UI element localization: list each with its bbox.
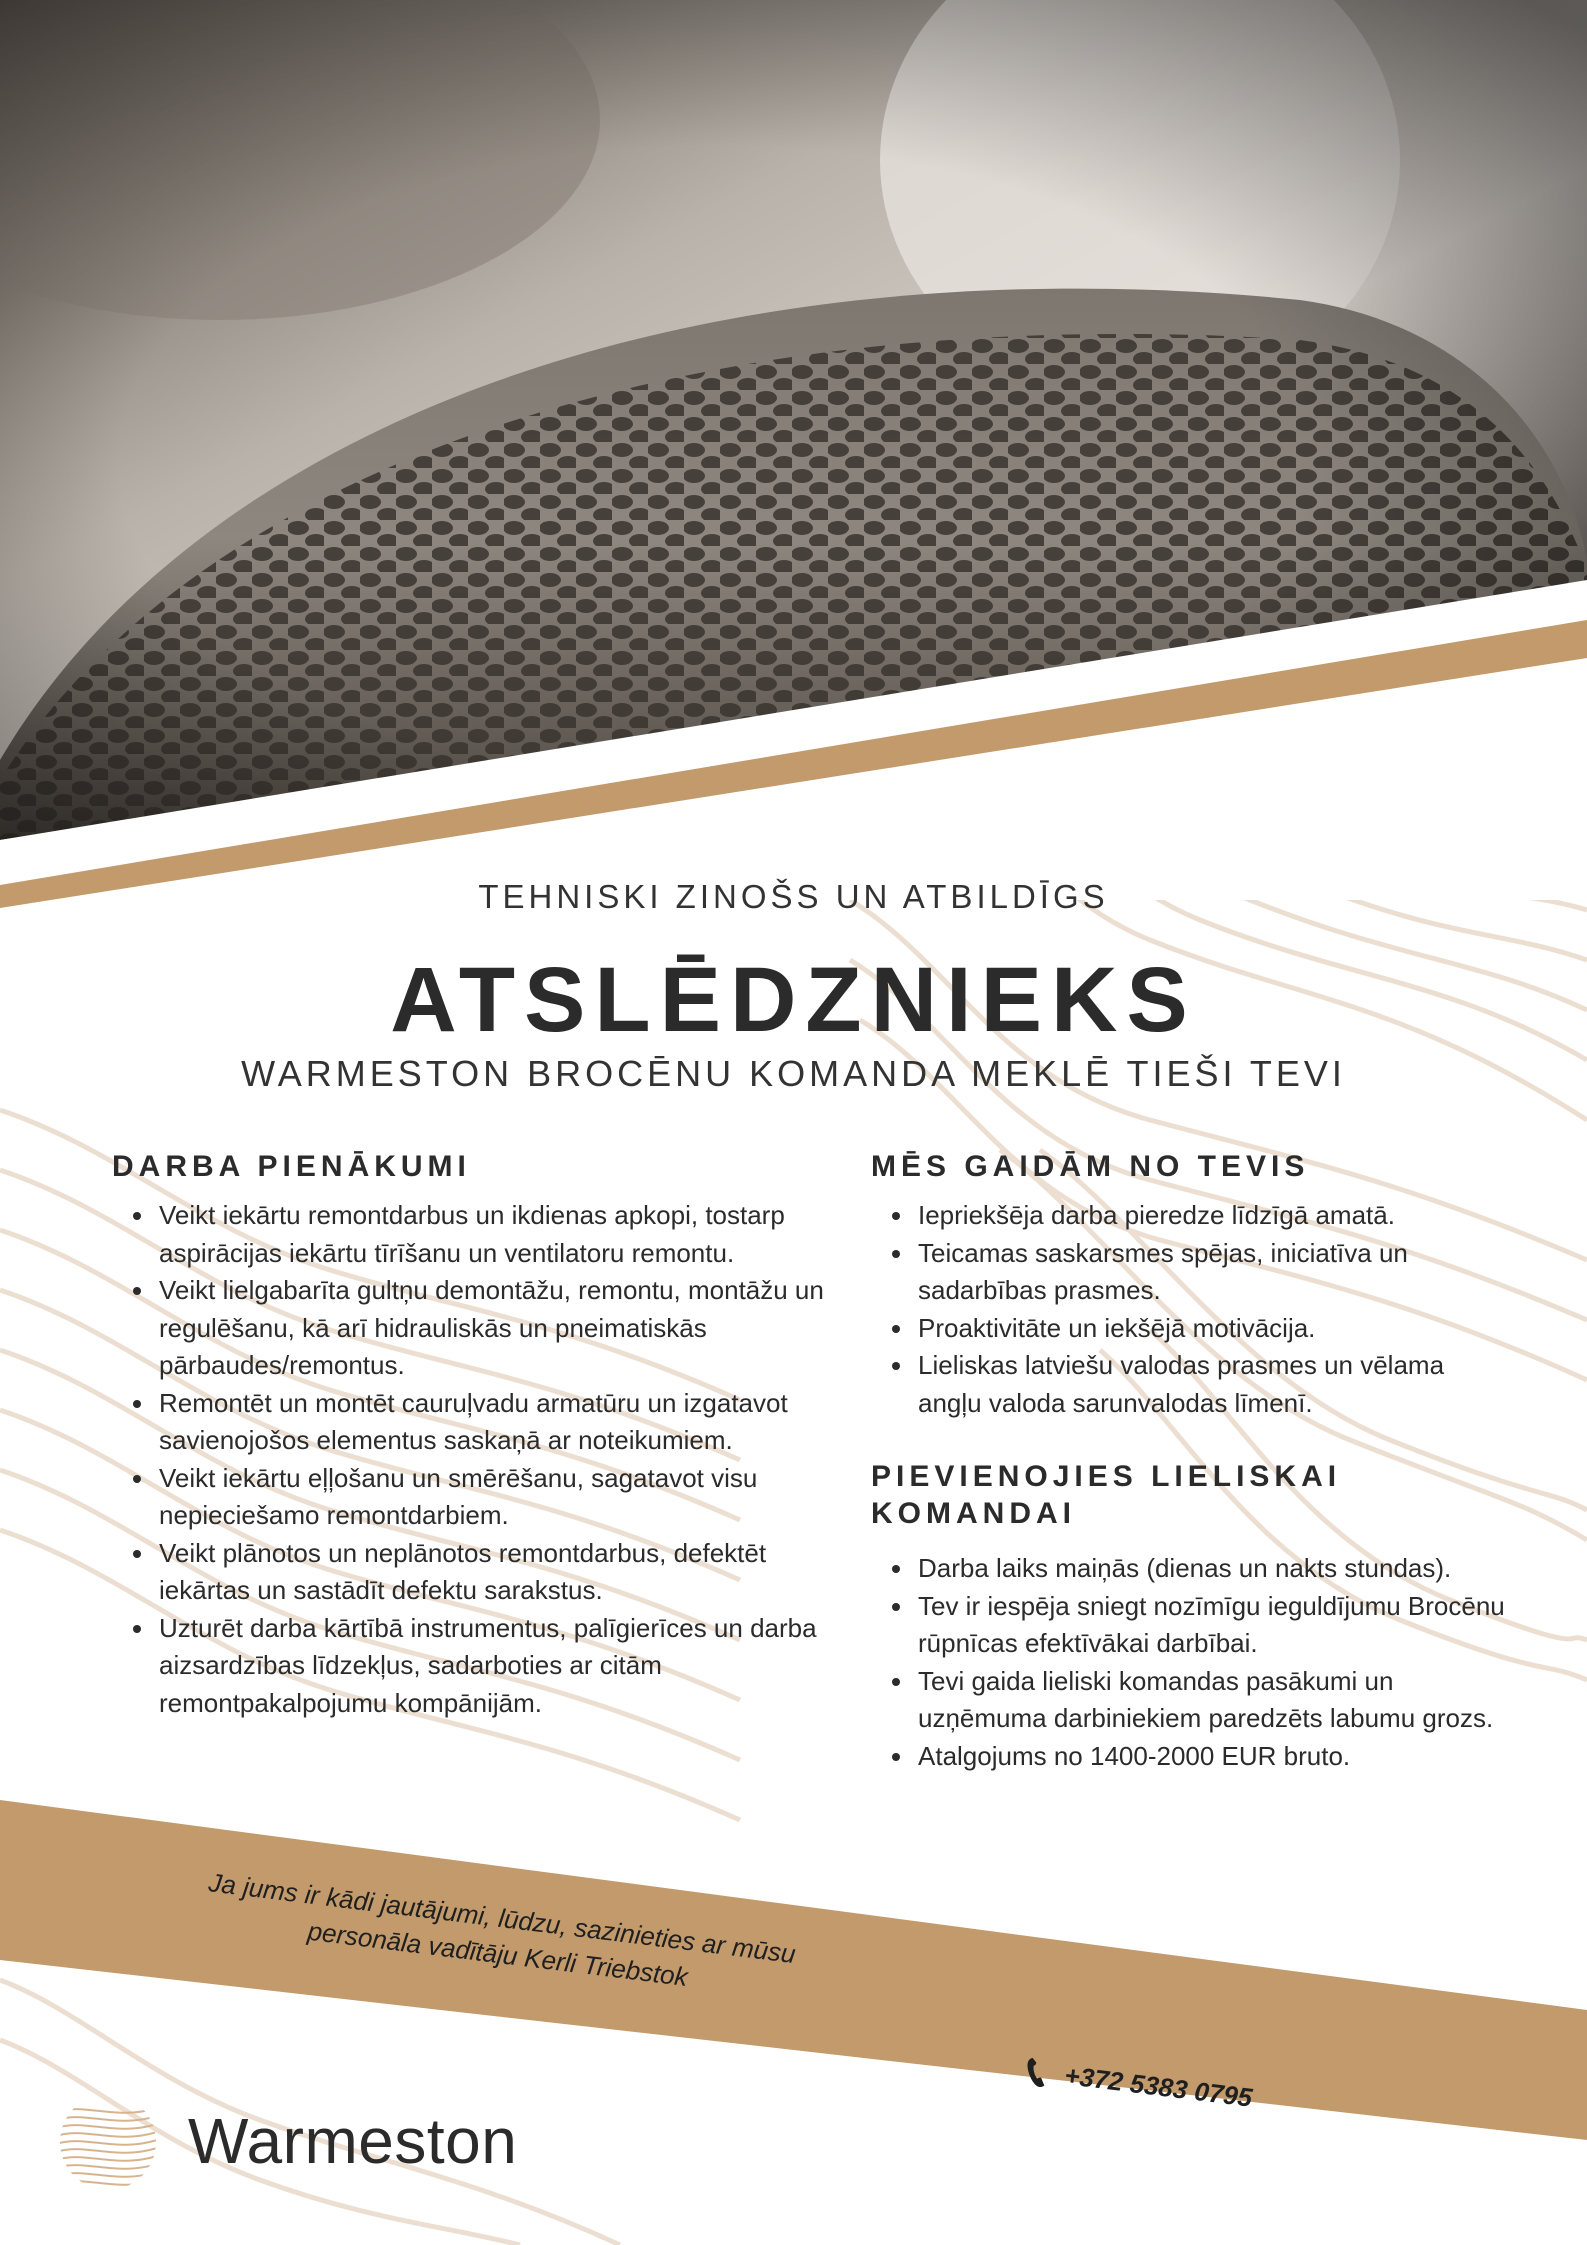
phone-icon [1023, 2056, 1050, 2089]
requirements-section [871, 1148, 1511, 1775]
list-item: Iepriekšēja darba pieredze līdzīgā amatā. [871, 1197, 1511, 1235]
job-subtitle: TEHNISKI ZINOŠS UN ATBILDĪGS [478, 878, 1109, 915]
list-item: Remontēt un montēt cauruļvadu armatūru un izgatavot savienojošos elementus saskaņā ar noteikumiem. [112, 1385, 832, 1460]
list-item: Tev ir iespēja sniegt nozīmīgu ieguldījumu Brocēnu rūpnīcas efektīvākai darbībai. [871, 1588, 1511, 1663]
list-item: Proaktivitāte un iekšējā motivācija. [871, 1310, 1511, 1348]
list-item: Veikt iekārtu eļļošanu un smērēšanu, sagatavot visu nepieciešamo remontdarbiem. [112, 1460, 832, 1535]
contact-text: Ja jums ir kādi jautājumi, lūdzu, sazinieties ar mūsu personāla vadītāju Kerli Triebstok [207, 1867, 798, 1993]
list-item: Veikt iekārtu remontdarbus un ikdienas apkopi, tostarp aspirācijas iekārtu tīrīšanu un ventilatoru remontu. [112, 1197, 832, 1272]
list-item: Darba laiks maiņās (dienas un nakts stundas). [871, 1550, 1511, 1588]
job-title: ATSLĒDZNIEKS [390, 949, 1197, 1051]
offer-heading: PIEVIENOJIES LIELISKAI KOMANDAI [871, 1460, 1342, 1530]
list-item: Lieliskas latviešu valodas prasmes un vēlama angļu valoda sarunvalodas līmenī. [871, 1347, 1511, 1422]
phone-number[interactable]: +372 5383 0795 [1062, 2059, 1254, 2113]
expectations-list [871, 1197, 1511, 1422]
expectations-heading: MĒS GAIDĀM NO TEVIS [871, 1150, 1310, 1183]
job-tagline: WARMESTON BROCĒNU KOMANDA MEKLĒ TIEŠI TEVI [241, 1053, 1346, 1094]
list-item: Veikt lielgabarīta gultņu demontāžu, remontu, montāžu un regulēšanu, kā arī hidrauliskās un pneimatiskās pārbaudes/remontus. [112, 1272, 832, 1385]
list-item: Veikt plānotos un neplānotos remontdarbus, defektēt iekārtas un sastādīt defektu sarakstus. [112, 1535, 832, 1610]
brand-name: Warmeston [188, 2105, 518, 2177]
warmeston-logo-icon [56, 2092, 160, 2192]
duties-heading: DARBA PIENĀKUMI [112, 1150, 471, 1183]
list-item: Atalgojums no 1400-2000 EUR bruto. [871, 1738, 1511, 1776]
offer-list [871, 1550, 1511, 1775]
duties-section [112, 1148, 832, 1722]
list-item: Tevi gaida lieliski komandas pasākumi un uzņēmuma darbiniekiem paredzēts labumu grozs. [871, 1663, 1511, 1738]
duties-list [112, 1197, 832, 1722]
list-item: Uzturēt darba kārtībā instrumentus, palīgierīces un darba aizsardzības līdzekļus, sadarboties ar citām remontpakalpojumu kompānijām. [112, 1610, 832, 1723]
list-item: Teicamas saskarsmes spējas, iniciatīva un sadarbības prasmes. [871, 1235, 1511, 1310]
